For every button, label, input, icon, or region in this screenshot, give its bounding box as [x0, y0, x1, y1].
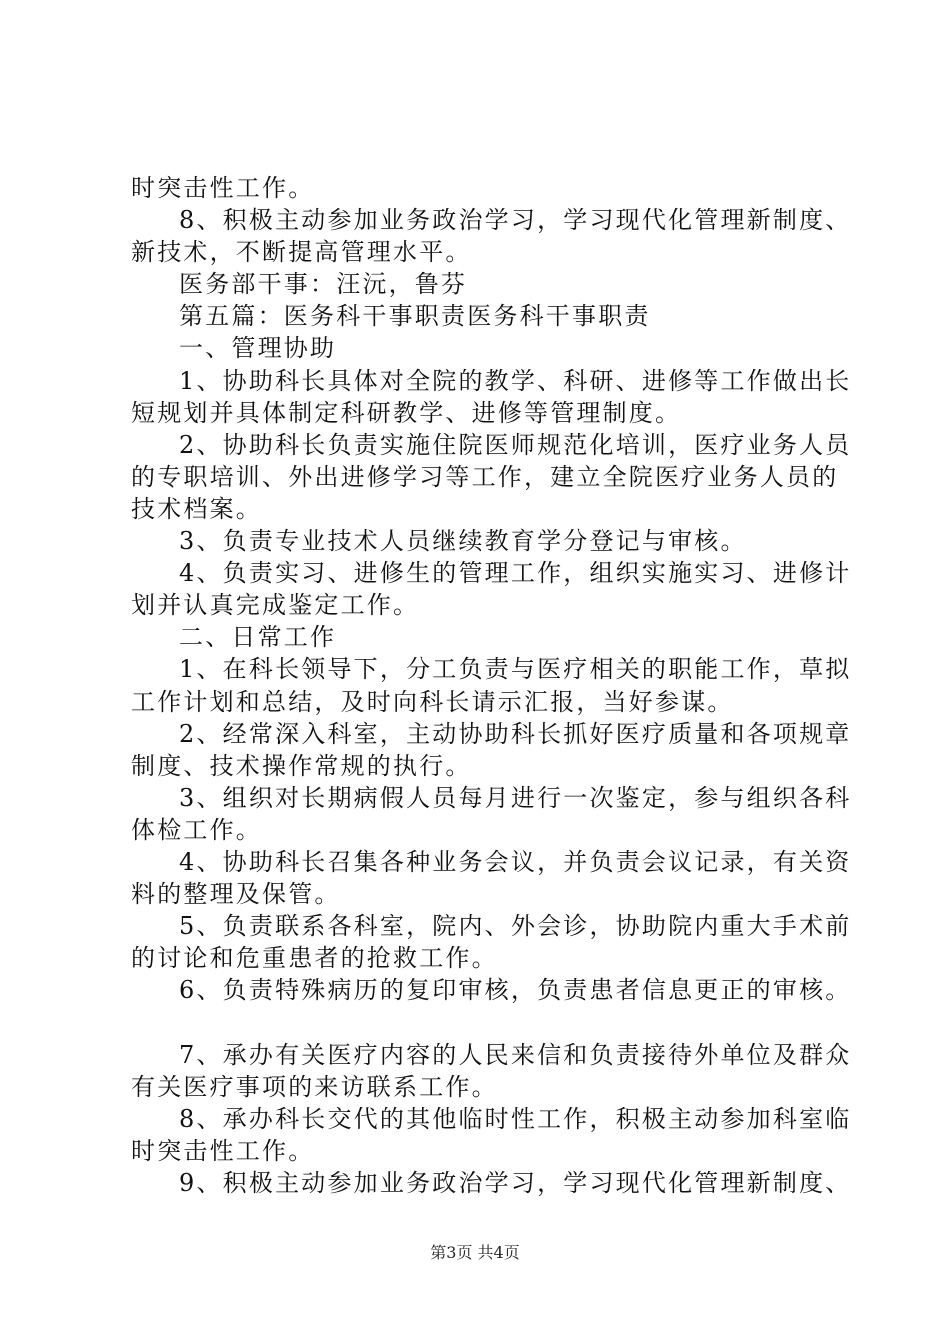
text-line: 2、协助科长负责实施住院医师规范化培训，医疗业务人员 — [179, 430, 852, 459]
text-line: 技术档案。 — [131, 494, 262, 523]
text-line: 时突击性工作。 — [131, 174, 315, 202]
page-footer: 第3页 共4页 — [430, 1243, 520, 1262]
text-line: 二、日常工作 — [179, 623, 337, 652]
text-line: 3、负责专业技术人员继续教育学分登记与审核。 — [179, 527, 747, 556]
text-line: 4、负责实习、进修生的管理工作，组织实施实习、进修计 — [179, 559, 852, 588]
text-line: 料的整理及保管。 — [131, 880, 341, 909]
document-body — [131, 172, 852, 1199]
text-line: 划并认真完成鉴定工作。 — [131, 591, 420, 620]
text-line: 有关医疗事项的来访联系工作。 — [131, 1072, 498, 1101]
blank-line — [131, 1006, 831, 1038]
text-line: 9、积极主动参加业务政治学习，学习现代化管理新制度、 — [179, 1168, 852, 1197]
text-line: 3、组织对长期病假人员每月进行一次鉴定，参与组织各科 — [179, 783, 852, 812]
text-line: 8、承办科长交代的其他临时性工作，积极主动参加科室临 — [179, 1104, 852, 1133]
text-line: 1、协助科长具体对全院的教学、科研、进修等工作做出长 — [179, 366, 852, 395]
text-line: 1、在科长领导下，分工负责与医疗相关的职能工作，草拟 — [179, 655, 852, 684]
text-line: 8、积极主动参加业务政治学习，学习现代化管理新制度、 — [179, 206, 852, 235]
text-line: 2、经常深入科室，主动协助科长抓好医疗质量和各项规章 — [179, 719, 852, 748]
text-line: 一、管理协助 — [179, 334, 337, 363]
text-line: 时突击性工作。 — [131, 1136, 315, 1165]
text-line: 第五篇：医务科干事职责医务科干事职责 — [179, 302, 651, 331]
text-line: 短规划并具体制定科研教学、进修等管理制度。 — [131, 398, 682, 427]
text-line: 制度、技术操作常规的执行。 — [131, 751, 472, 780]
text-line: 医务部干事：汪沅，鲁芬 — [179, 270, 468, 299]
text-line: 工作计划和总结，及时向科长请示汇报，当好参谋。 — [131, 687, 734, 716]
text-line: 7、承办有关医疗内容的人民来信和负责接待外单位及群众 — [179, 1040, 852, 1069]
text-line: 的讨论和危重患者的抢救工作。 — [131, 944, 498, 973]
text-line: 新技术，不断提高管理水平。 — [131, 238, 472, 267]
text-line: 6、负责特殊病历的复印审核，负责患者信息更正的审核。 — [179, 976, 852, 1005]
text-line: 体检工作。 — [131, 815, 262, 844]
text-line: 4、协助科长召集各种业务会议，并负责会议记录，有关资 — [179, 847, 852, 876]
text-line: 的专职培训、外出进修学习等工作，建立全院医疗业务人员的 — [131, 462, 839, 491]
text-line: 5、负责联系各科室，院内、外会诊，协助院内重大手术前 — [179, 912, 852, 941]
